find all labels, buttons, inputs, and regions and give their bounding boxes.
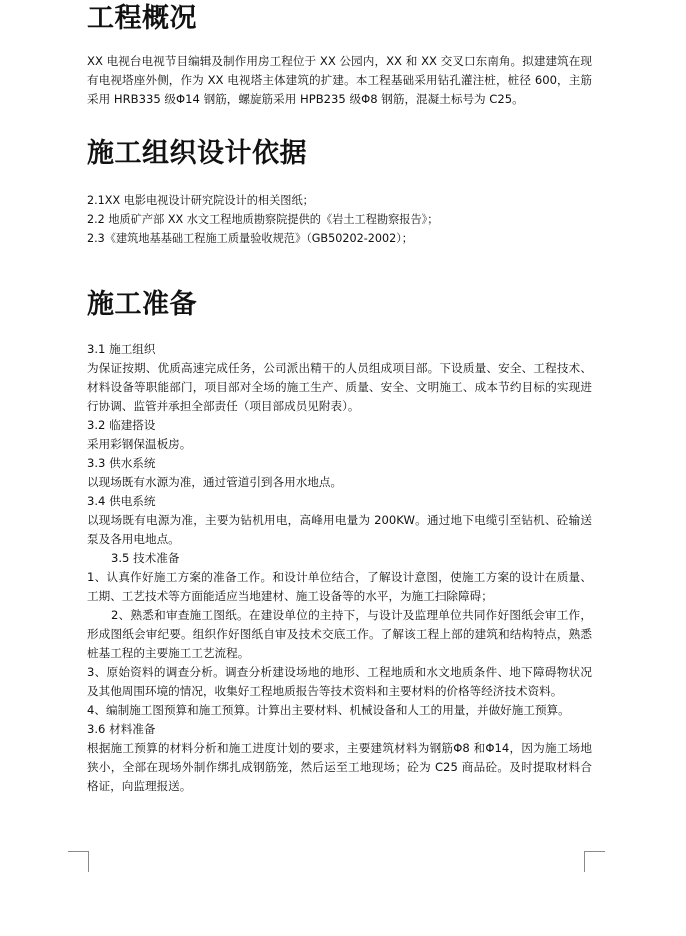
construction-organization-text: 为保证按期、优质高速完成任务，公司派出精干的人员组成项目部。下设质量、安全、工程技术、材料设备等职能部门，项目部对全场的施工生产、质量、安全、文明施工、成本节约目标的实现进行协调、监管并承担全部责任（项目部成员见附表）。 (87, 361, 592, 413)
list-item: 2.3《建筑地基基础工程施工质量验收规范》（GB50202-2002）； (87, 232, 413, 245)
document-body (87, 0, 592, 796)
subheading-power-supply: 3.4 供电系统 (87, 494, 156, 508)
heading-construction-preparation: 施工准备 (87, 289, 197, 320)
technical-item-1: 1、认真作好施工方案的准备工作。和设计单位结合，了解设计意图，使施工方案的设计在质量、工期、工艺技术等方面能适应当地建材、施工设备等的水平，为施工扫除障碍； (87, 570, 592, 603)
subheading-material-preparation: 3.6 材料准备 (87, 722, 156, 736)
list-item: 2.1XX 电影电视设计研究院设计的相关图纸； (87, 194, 314, 207)
subheading-temporary-facilities: 3.2 临建搭设 (87, 418, 156, 432)
page-corner-mark-right (584, 851, 605, 872)
design-basis-list (87, 191, 592, 248)
page-corner-mark-left (68, 851, 89, 872)
construction-preparation-body (87, 340, 592, 796)
subheading-technical-preparation: 3.5 技术准备 (111, 551, 180, 565)
temporary-facilities-text: 采用彩钢保温板房。 (87, 437, 192, 451)
list-item: 2.2 地质矿产部 XX 水文工程地质勘察院提供的《岩土工程勘察报告》； (87, 213, 439, 226)
heading-design-basis: 施工组织设计依据 (87, 138, 307, 169)
heading-project-overview: 工程概况 (87, 3, 197, 34)
material-preparation-text: 根据施工预算的材料分析和施工进度计划的要求，主要建筑材料为钢筋Φ8 和Φ14，因为施工场地狭小，全部在现场外制作绑扎成钢筋笼，然后运至工地现场；砼为 C25 商品砼。及时提取材料合格证，向监理报送。 (87, 741, 592, 793)
subheading-construction-organization: 3.1 施工组织 (87, 342, 156, 356)
water-supply-text: 以现场既有水源为准，通过管道引到各用水地点。 (87, 475, 343, 489)
subheading-water-supply: 3.3 供水系统 (87, 456, 156, 470)
project-overview-paragraph: XX 电视台电视节目编辑及制作用房工程位于 XX 公园内，XX 和 XX 交叉口东南角。拟建建筑在现有电视塔座外侧，作为 XX 电视塔主体建筑的扩建。本工程基础采用钻孔灌注桩，桩径 600，主筋采用 HRB335 级Φ14 钢筋，螺旋筋采用 HPB235 级Φ8 钢筋，混凝土标号为 C25。 (87, 54, 592, 106)
technical-item-4: 4、编制施工图预算和施工预算。计算出主要材料、机械设备和人工的用量，并做好施工预算。 (87, 703, 570, 717)
power-supply-text: 以现场既有电源为准，主要为钻机用电，高峰用电量为 200KW。通过地下电缆引至钻机、砼输送泵及各用电地点。 (87, 513, 592, 546)
technical-item-2: 2、熟悉和审查施工图纸。在建设单位的主持下，与设计及监理单位共同作好图纸会审工作，形成图纸会审纪要。组织作好图纸自审及技术交底工作。了解该工程上部的建筑和结构特点，熟悉桩基工程的主要施工工艺流程。 (87, 608, 592, 660)
technical-item-3: 3、原始资料的调查分析。调查分析建设场地的地形、工程地质和水文地质条件、地下障碍物状况及其他周围环境的情况，收集好工程地质报告等技术资料和主要材料的价格等经济技术资料。 (87, 665, 592, 698)
